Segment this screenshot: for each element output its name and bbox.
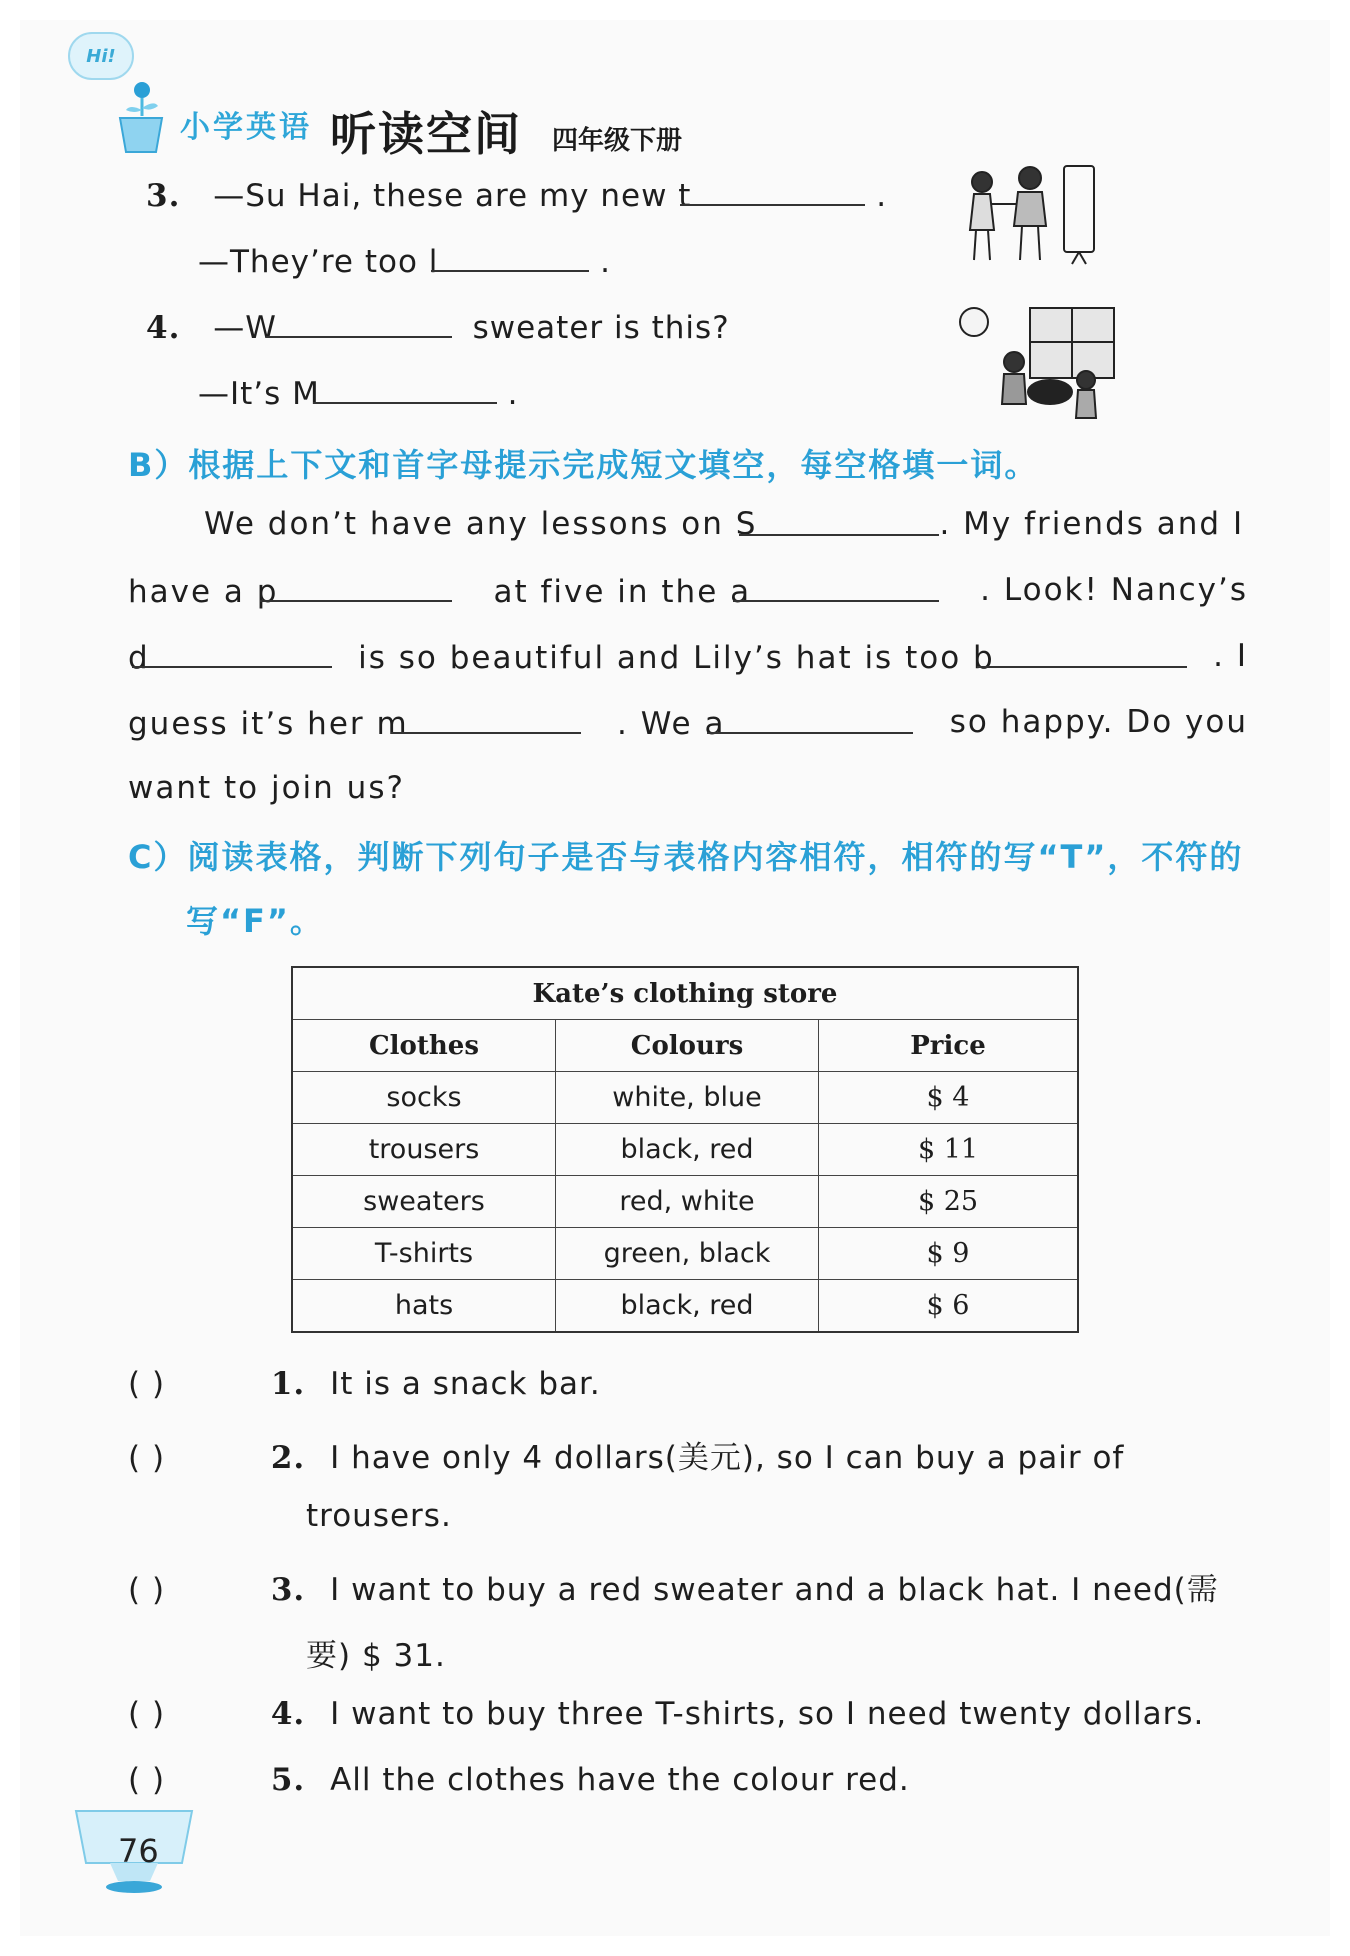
shopping-girls-illustration <box>952 160 1102 270</box>
table-cell: socks <box>292 1072 556 1124</box>
table-cell: sweaters <box>292 1176 556 1228</box>
tf-item-2-continued: trousers. <box>306 1498 452 1534</box>
answer-parentheses[interactable]: ( ) <box>128 1440 166 1476</box>
answer-blank[interactable] <box>707 704 913 734</box>
table-cell: black, red <box>556 1280 819 1333</box>
table-row <box>292 1124 1078 1176</box>
answer-parentheses[interactable]: ( ) <box>128 1762 166 1798</box>
table-cell: hats <box>292 1280 556 1333</box>
table-cell: red, white <box>556 1176 819 1228</box>
question-3-line2: —They’re too l . <box>198 244 611 280</box>
answer-blank[interactable] <box>431 242 589 272</box>
answer-parentheses[interactable]: ( ) <box>128 1696 166 1732</box>
question-number: 3. <box>146 178 181 214</box>
table-cell: green, black <box>556 1228 819 1280</box>
series-title: 听读空间 <box>330 107 522 161</box>
table-row <box>292 1072 1078 1124</box>
passage-line-1: We don’t have any lessons on S . My friends and I <box>204 506 1245 542</box>
flower-pot-icon <box>112 80 166 154</box>
tf-item-3: ( ) 3. I want to buy a red sweater and a black hat. I need(需 <box>128 1572 1219 1608</box>
section-c-heading-line2: 写“F”。 <box>186 902 324 940</box>
answer-blank[interactable] <box>391 704 581 734</box>
column-header: Price <box>819 1020 1079 1072</box>
answer-blank[interactable] <box>266 308 452 338</box>
tf-item-2: ( ) 2. I have only 4 dollars(美元), so I can buy a pair of <box>128 1440 1125 1476</box>
table-cell: $ 11 <box>819 1124 1079 1176</box>
answer-blank[interactable] <box>733 572 939 602</box>
answer-blank[interactable] <box>313 374 497 404</box>
question-4-line1: 4. —W sweater is this? <box>146 310 730 346</box>
table-title: Kate’s clothing store <box>292 967 1078 1020</box>
clothing-store-table <box>291 966 1079 1333</box>
table-cell: black, red <box>556 1124 819 1176</box>
tf-item-5: ( ) 5. All the clothes have the colour red. <box>128 1762 910 1798</box>
table-row <box>292 1176 1078 1228</box>
table-cell: T-shirts <box>292 1228 556 1280</box>
brand-title: 小学英语 <box>180 110 312 145</box>
hi-bubble: Hi! <box>68 32 134 80</box>
column-header: Colours <box>556 1020 819 1072</box>
table-row <box>292 1228 1078 1280</box>
table-cell: trousers <box>292 1124 556 1176</box>
section-c-heading-line1: C）阅读表格，判断下列句子是否与表格内容相符，相符的写“T”，不符的 <box>128 838 1244 876</box>
column-header: Clothes <box>292 1020 556 1072</box>
passage-line-3: d is so beautiful and Lily’s hat is too b . I <box>128 638 1248 676</box>
answer-blank[interactable] <box>260 572 452 602</box>
answer-blank[interactable] <box>132 638 332 668</box>
question-3-line1: 3. —Su Hai, these are my new t . <box>146 178 888 214</box>
answer-blank[interactable] <box>977 638 1187 668</box>
table-row <box>292 1280 1078 1333</box>
answer-parentheses[interactable]: ( ) <box>128 1572 166 1608</box>
answer-blank[interactable] <box>739 506 939 536</box>
page-number: 76 <box>118 1832 159 1870</box>
answer-blank[interactable] <box>680 176 865 206</box>
table-cell: $ 25 <box>819 1176 1079 1228</box>
tf-item-1: ( ) 1. It is a snack bar. <box>128 1366 601 1402</box>
table-cell: white, blue <box>556 1072 819 1124</box>
window-family-illustration <box>952 300 1122 425</box>
table-cell: $ 6 <box>819 1280 1079 1333</box>
question-number: 4. <box>146 310 181 346</box>
question-4-line2: —It’s M . <box>198 376 519 412</box>
passage-line-5: want to join us? <box>128 770 405 806</box>
table-header-row <box>292 1020 1078 1072</box>
table-cell: $ 4 <box>819 1072 1079 1124</box>
section-b-heading: B）根据上下文和首字母提示完成短文填空，每空格填一词。 <box>128 446 1039 484</box>
answer-parentheses[interactable]: ( ) <box>128 1366 166 1402</box>
passage-line-2: have a p at five in the a . Look! Nancy’s <box>128 572 1248 610</box>
table-cell: $ 9 <box>819 1228 1079 1280</box>
tf-item-3-continued: 要) $ 31. <box>306 1638 446 1674</box>
header <box>60 20 780 170</box>
passage-line-4: guess it’s her m . We a so happy. Do you <box>128 704 1248 742</box>
tf-item-4: ( ) 4. I want to buy three T-shirts, so I need twenty dollars. <box>128 1696 1205 1732</box>
grade-label: 四年级下册 <box>552 126 683 156</box>
